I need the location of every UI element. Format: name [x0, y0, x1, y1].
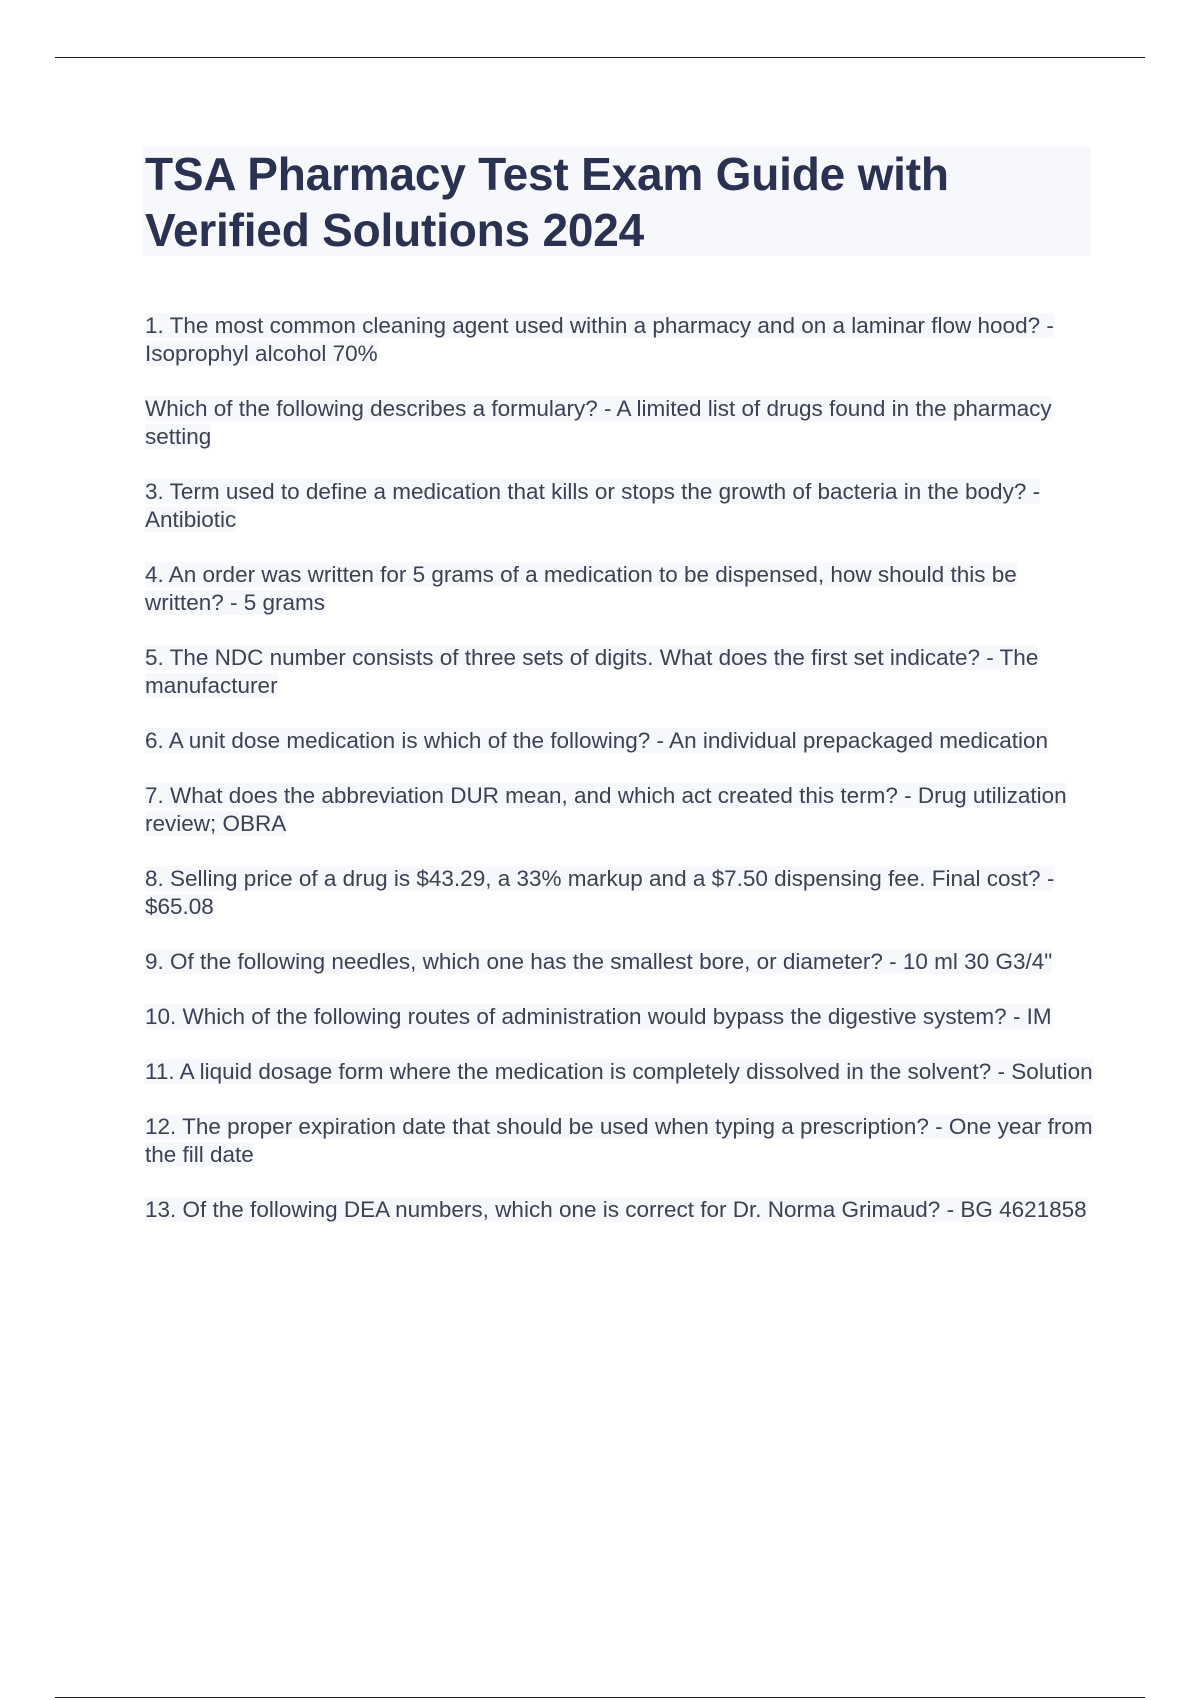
document-title: TSA Pharmacy Test Exam Guide with Verified Solutions 2024 — [145, 148, 949, 256]
question-item — [145, 865, 1095, 921]
question-text: 11. A liquid dosage form where the medication is completely dissolved in the solvent? - Solution — [145, 1059, 1093, 1084]
question-text: 7. What does the abbreviation DUR mean, and which act created this term? - Drug utilization review; OBRA — [145, 783, 1067, 836]
question-item — [145, 1003, 1095, 1031]
question-item — [145, 727, 1095, 755]
question-text: Which of the following describes a formulary? - A limited list of drugs found in the pharmacy setting — [145, 396, 1052, 449]
question-item — [145, 312, 1095, 368]
question-item — [145, 1196, 1095, 1224]
title-block — [143, 146, 1091, 256]
question-item — [145, 395, 1095, 451]
question-text: 9. Of the following needles, which one has the smallest bore, or diameter? - 10 ml 30 G3/4" — [145, 949, 1053, 974]
question-text: 13. Of the following DEA numbers, which one is correct for Dr. Norma Grimaud? - BG 4621858 — [145, 1197, 1087, 1222]
question-item — [145, 782, 1095, 838]
question-item — [145, 644, 1095, 700]
question-item — [145, 948, 1095, 976]
question-text: 1. The most common cleaning agent used within a pharmacy and on a laminar flow hood? - Isoprophyl alcohol 70% — [145, 313, 1054, 366]
question-text: 12. The proper expiration date that should be used when typing a prescription? - One year from the fill date — [145, 1114, 1093, 1167]
question-item — [145, 1113, 1095, 1169]
question-item — [145, 561, 1095, 617]
question-list — [145, 312, 1095, 1251]
question-text: 3. Term used to define a medication that kills or stops the growth of bacteria in the body? - Antibiotic — [145, 479, 1041, 532]
question-item — [145, 1058, 1095, 1086]
top-divider — [55, 57, 1145, 58]
bottom-divider — [55, 1697, 1145, 1698]
question-text: 6. A unit dose medication is which of the following? - An individual prepackaged medication — [145, 728, 1049, 753]
question-text: 8. Selling price of a drug is $43.29, a 33% markup and a $7.50 dispensing fee. Final cost? - $65.08 — [145, 866, 1055, 919]
question-text: 5. The NDC number consists of three sets of digits. What does the first set indicate? - The manufacturer — [145, 645, 1039, 698]
question-text: 4. An order was written for 5 grams of a medication to be dispensed, how should this be written? - 5 grams — [145, 562, 1017, 615]
question-text: 10. Which of the following routes of administration would bypass the digestive system? - IM — [145, 1004, 1052, 1029]
question-item — [145, 478, 1095, 534]
